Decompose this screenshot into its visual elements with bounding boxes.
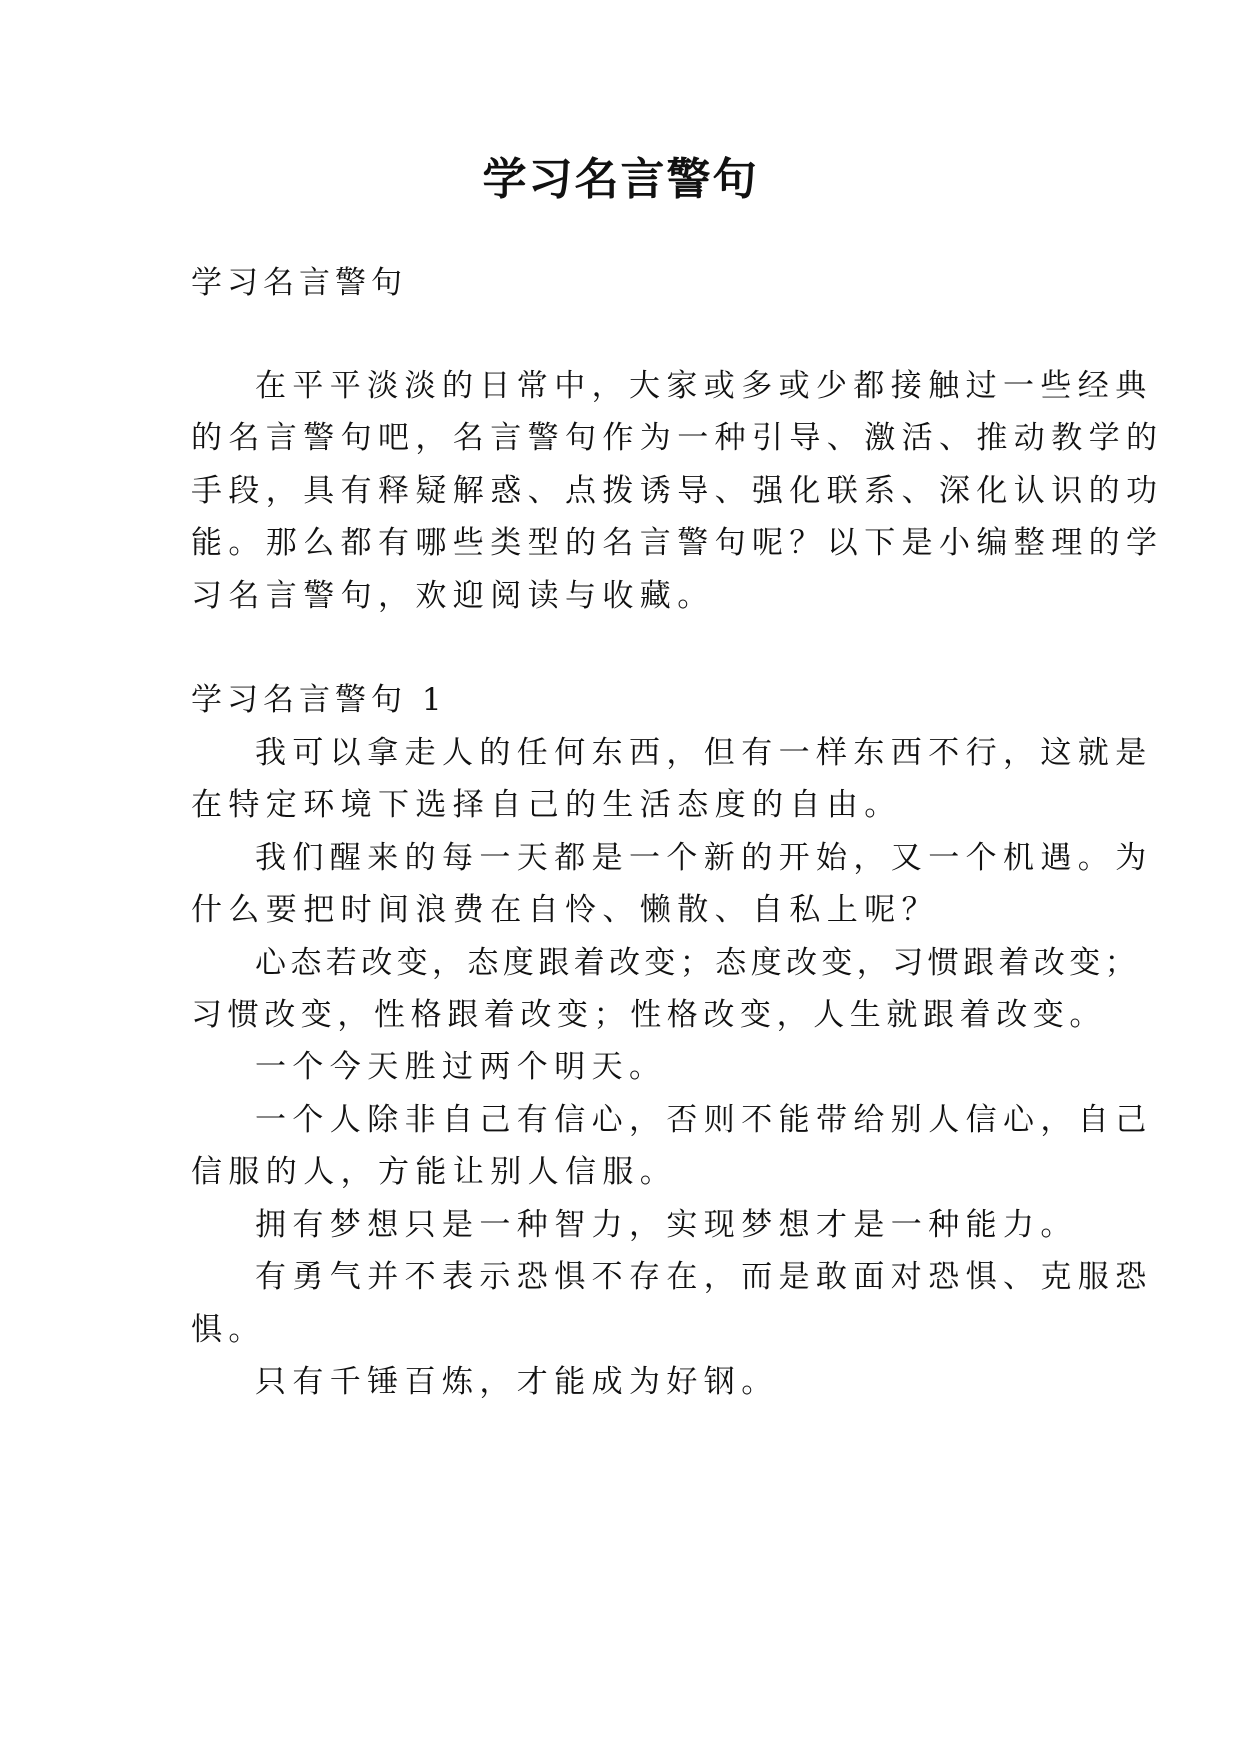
quote-line: 我可以拿走人的任何东西，但有一样东西不行，这就是 bbox=[255, 735, 1153, 771]
intro-line: 习名言警句，欢迎阅读与收藏。 bbox=[191, 578, 715, 614]
quote-line: 惧。 bbox=[191, 1312, 266, 1348]
quote-line: 有勇气并不表示恐惧不存在，而是敢面对恐惧、克服恐 bbox=[255, 1259, 1153, 1295]
quote-line: 我们醒来的每一天都是一个新的开始，又一个机遇。为 bbox=[255, 840, 1153, 876]
intro-line: 的名言警句吧，名言警句作为一种引导、激活、推动教学的 bbox=[191, 420, 1164, 456]
quote-line: 心态若改变，态度跟着改变；态度改变，习惯跟着改变； bbox=[255, 945, 1140, 981]
quote-line: 信服的人，方能让别人信服。 bbox=[191, 1154, 678, 1190]
quote-line: 什么要把时间浪费在自怜、懒散、自私上呢？ bbox=[191, 892, 939, 928]
quote-line: 在特定环境下选择自己的生活态度的自由。 bbox=[191, 787, 902, 823]
intro-line: 手段，具有释疑解惑、点拨诱导、强化联系、深化认识的功 bbox=[191, 473, 1164, 509]
quote-line: 拥有梦想只是一种智力，实现梦想才是一种能力。 bbox=[255, 1207, 1078, 1243]
document-title: 学习名言警句 bbox=[482, 154, 759, 205]
document-subtitle: 学习名言警句 bbox=[191, 265, 407, 301]
quote-line: 一个人除非自己有信心，否则不能带给别人信心，自己 bbox=[255, 1102, 1153, 1138]
intro-line: 在平平淡淡的日常中，大家或多或少都接触过一些经典 bbox=[255, 368, 1153, 404]
quote-line: 一个今天胜过两个明天。 bbox=[255, 1049, 667, 1085]
quote-line: 习惯改变，性格跟着改变；性格改变，人生就跟着改变。 bbox=[191, 997, 1106, 1033]
quote-line: 只有千锤百炼，才能成为好钢。 bbox=[255, 1364, 779, 1400]
intro-line: 能。那么都有哪些类型的名言警句呢？以下是小编整理的学 bbox=[191, 525, 1164, 561]
section-heading: 学习名言警句 1 bbox=[191, 682, 447, 718]
